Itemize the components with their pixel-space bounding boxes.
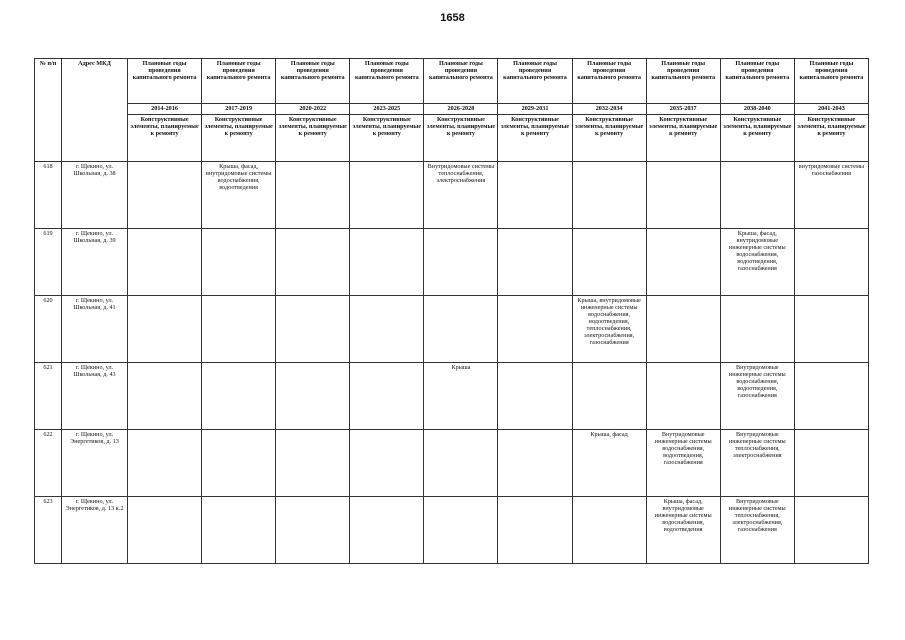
header-year-range: 2026-2028 [424, 104, 498, 115]
row-cell [350, 497, 424, 564]
row-cell [498, 229, 572, 296]
row-cell [128, 296, 202, 363]
row-cell [498, 162, 572, 229]
row-cell [646, 363, 720, 430]
row-cell: Внутридомовые инженерные системы теплоснабжения, электроснабжения, газоснабжения [720, 497, 794, 564]
header-period-title: Плановые годы проведения капитального ремонта [202, 59, 276, 104]
row-cell: Внутридомовые инженерные системы теплоснабжения, электроснабжения [720, 430, 794, 497]
header-elements: Конструктивные элементы, планируемые к ремонту [128, 115, 202, 162]
header-period-title: Плановые годы проведения капитального ремонта [276, 59, 350, 104]
header-year-range: 2029-2031 [498, 104, 572, 115]
table-body [35, 59, 869, 564]
row-cell [498, 363, 572, 430]
row-address: г. Щекино, ул. Школьная, д. 39 [62, 229, 128, 296]
header-year-range: 2017-2019 [202, 104, 276, 115]
row-cell: Крыша, внутридомовые инженерные системы водоснабжения, водоотведения, теплоснабжения, электроснабжения, газоснабжения [572, 296, 646, 363]
header-period-title: Плановые годы проведения капитального ремонта [646, 59, 720, 104]
row-cell [202, 430, 276, 497]
header-elements: Конструктивные элементы, планируемые к ремонту [720, 115, 794, 162]
header-year-range: 2020-2022 [276, 104, 350, 115]
row-number: 621 [35, 363, 62, 430]
row-address: г. Щекино, ул. Школьная, д. 41 [62, 296, 128, 363]
row-cell [202, 229, 276, 296]
row-cell: Крыша, фасад, внутридомовые инженерные системы водоснабжения, водоотведения, газоснабжения [720, 229, 794, 296]
row-cell [128, 363, 202, 430]
row-cell [276, 430, 350, 497]
header-elements: Конструктивные элементы, планируемые к ремонту [424, 115, 498, 162]
row-cell: Внутридомовые инженерные системы водоснабжения, водоотведения, газоснабжения [646, 430, 720, 497]
table-row [35, 162, 869, 229]
row-cell [646, 296, 720, 363]
row-cell: Крыша, фасад [572, 430, 646, 497]
table-row [35, 296, 869, 363]
row-cell [276, 162, 350, 229]
header-period-title: Плановые годы проведения капитального ремонта [794, 59, 868, 104]
row-cell [128, 229, 202, 296]
row-cell: Крыша [424, 363, 498, 430]
header-row-years [35, 104, 869, 115]
row-cell [572, 363, 646, 430]
header-period-title: Плановые годы проведения капитального ремонта [572, 59, 646, 104]
header-elements: Конструктивные элементы, планируемые к ремонту [350, 115, 424, 162]
row-cell [424, 229, 498, 296]
row-cell [350, 363, 424, 430]
row-cell [276, 497, 350, 564]
capital-repair-table [34, 58, 869, 564]
row-cell [720, 296, 794, 363]
row-address: г. Щекино, ул. Энергетиков, д. 13 к.2 [62, 497, 128, 564]
row-cell [646, 229, 720, 296]
row-number: 620 [35, 296, 62, 363]
row-cell [424, 430, 498, 497]
row-cell [350, 430, 424, 497]
header-address: Адрес МКД [62, 59, 128, 162]
row-cell [128, 430, 202, 497]
row-cell [202, 363, 276, 430]
row-number: 618 [35, 162, 62, 229]
row-cell: Внутридомовые системы теплоснабжения, электроснабжения [424, 162, 498, 229]
row-cell [276, 296, 350, 363]
row-number: 623 [35, 497, 62, 564]
header-row-elements [35, 115, 869, 162]
header-elements: Конструктивные элементы, планируемые к ремонту [794, 115, 868, 162]
header-period-title: Плановые годы проведения капитального ремонта [424, 59, 498, 104]
header-year-range: 2041-2043 [794, 104, 868, 115]
header-period-title: Плановые годы проведения капитального ремонта [498, 59, 572, 104]
row-cell [128, 497, 202, 564]
row-cell [646, 162, 720, 229]
row-cell [498, 497, 572, 564]
row-cell [794, 296, 868, 363]
row-cell [572, 229, 646, 296]
row-cell [350, 296, 424, 363]
row-cell [794, 363, 868, 430]
header-year-range: 2014-2016 [128, 104, 202, 115]
row-cell [794, 430, 868, 497]
table-row [35, 497, 869, 564]
row-cell [202, 497, 276, 564]
header-elements: Конструктивные элементы, планируемые к ремонту [276, 115, 350, 162]
row-cell: Внутридомовые инженерные системы водоснабжения, водоотведения, газоснабжения [720, 363, 794, 430]
row-cell [720, 162, 794, 229]
row-cell [202, 296, 276, 363]
row-cell [572, 497, 646, 564]
row-cell [424, 497, 498, 564]
header-period-title: Плановые годы проведения капитального ремонта [128, 59, 202, 104]
row-address: г. Щекино, ул. Школьная, д. 38 [62, 162, 128, 229]
row-cell [424, 296, 498, 363]
page-number: 1658 [440, 12, 465, 24]
row-cell [276, 363, 350, 430]
header-elements: Конструктивные элементы, планируемые к ремонту [202, 115, 276, 162]
header-num: № п/п [35, 59, 62, 162]
header-year-range: 2038-2040 [720, 104, 794, 115]
row-cell [128, 162, 202, 229]
row-cell: Крыша, фасад, внутридомовые системы водоснабжения, водоотведения [202, 162, 276, 229]
row-cell [572, 162, 646, 229]
header-elements: Конструктивные элементы, планируемые к ремонту [572, 115, 646, 162]
header-period-title: Плановые годы проведения капитального ремонта [720, 59, 794, 104]
header-period-title: Плановые годы проведения капитального ремонта [350, 59, 424, 104]
row-cell [498, 296, 572, 363]
row-cell [498, 430, 572, 497]
header-year-range: 2035-2037 [646, 104, 720, 115]
row-number: 619 [35, 229, 62, 296]
row-cell [350, 162, 424, 229]
table-row [35, 430, 869, 497]
row-cell: внутридомовые системы газоснабжения [794, 162, 868, 229]
row-cell: Крыша, фасад, внутридомовые инженерные системы водоснабжения, водоотведения [646, 497, 720, 564]
row-number: 622 [35, 430, 62, 497]
header-row-periods [35, 59, 869, 104]
header-year-range: 2032-2034 [572, 104, 646, 115]
row-cell [350, 229, 424, 296]
table-row [35, 363, 869, 430]
row-cell [794, 229, 868, 296]
row-address: г. Щекино, ул. Энергетиков, д. 13 [62, 430, 128, 497]
row-address: г. Щекино, ул. Школьная, д. 43 [62, 363, 128, 430]
header-elements: Конструктивные элементы, планируемые к ремонту [498, 115, 572, 162]
row-cell [794, 497, 868, 564]
row-cell [276, 229, 350, 296]
header-year-range: 2023-2025 [350, 104, 424, 115]
table-row [35, 229, 869, 296]
header-elements: Конструктивные элементы, планируемые к ремонту [646, 115, 720, 162]
